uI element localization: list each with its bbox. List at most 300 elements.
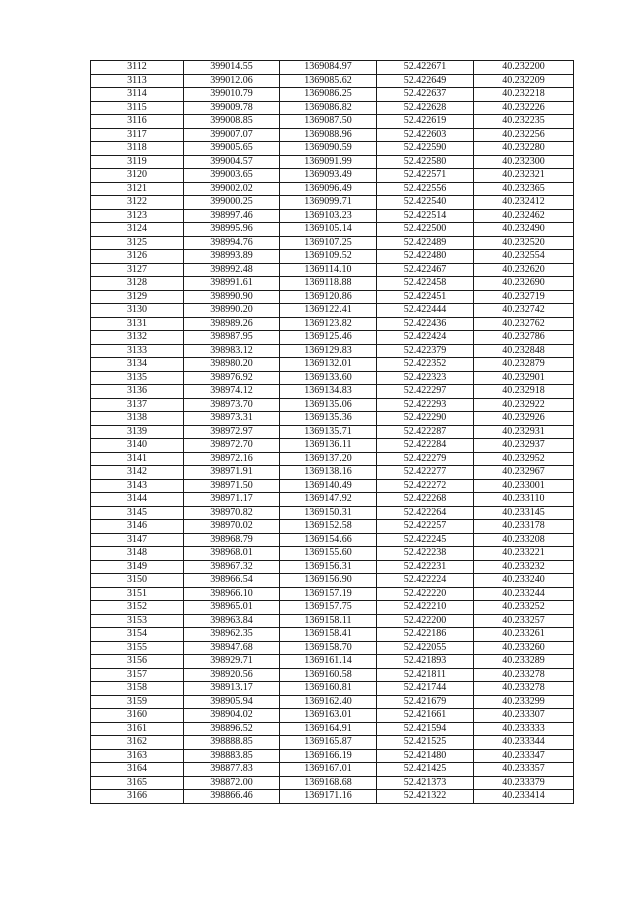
point-number-cell: 3165: [91, 776, 184, 790]
longitude-cell: 40.233347: [474, 749, 574, 763]
latitude-cell: 52.422489: [377, 236, 474, 250]
table-row: [91, 169, 574, 183]
y-coordinate-cell: 1369135.06: [280, 398, 377, 412]
x-coordinate-cell: 398987.95: [184, 331, 280, 345]
point-number-cell: 3132: [91, 331, 184, 345]
point-number-cell: 3163: [91, 749, 184, 763]
y-coordinate-cell: 1369152.58: [280, 520, 377, 534]
table-row: [91, 547, 574, 561]
latitude-cell: 52.422556: [377, 182, 474, 196]
table-row: [91, 533, 574, 547]
longitude-cell: 40.232967: [474, 466, 574, 480]
longitude-cell: 40.233307: [474, 709, 574, 723]
table-row: [91, 371, 574, 385]
x-coordinate-cell: 398877.83: [184, 763, 280, 777]
point-number-cell: 3136: [91, 385, 184, 399]
longitude-cell: 40.232520: [474, 236, 574, 250]
latitude-cell: 52.422500: [377, 223, 474, 237]
y-coordinate-cell: 1369156.90: [280, 574, 377, 588]
y-coordinate-cell: 1369103.23: [280, 209, 377, 223]
x-coordinate-cell: 398980.20: [184, 358, 280, 372]
y-coordinate-cell: 1369160.58: [280, 668, 377, 682]
latitude-cell: 52.422619: [377, 115, 474, 129]
x-coordinate-cell: 398974.12: [184, 385, 280, 399]
y-coordinate-cell: 1369168.68: [280, 776, 377, 790]
longitude-cell: 40.232321: [474, 169, 574, 183]
latitude-cell: 52.422268: [377, 493, 474, 507]
y-coordinate-cell: 1369158.70: [280, 641, 377, 655]
y-coordinate-cell: 1369118.88: [280, 277, 377, 291]
x-coordinate-cell: 398966.54: [184, 574, 280, 588]
table-row: [91, 250, 574, 264]
table-row: [91, 142, 574, 156]
latitude-cell: 52.421661: [377, 709, 474, 723]
longitude-cell: 40.233110: [474, 493, 574, 507]
y-coordinate-cell: 1369086.25: [280, 88, 377, 102]
y-coordinate-cell: 1369090.59: [280, 142, 377, 156]
longitude-cell: 40.232719: [474, 290, 574, 304]
longitude-cell: 40.232300: [474, 155, 574, 169]
latitude-cell: 52.422200: [377, 614, 474, 628]
x-coordinate-cell: 398963.84: [184, 614, 280, 628]
y-coordinate-cell: 1369166.19: [280, 749, 377, 763]
y-coordinate-cell: 1369163.01: [280, 709, 377, 723]
point-number-cell: 3138: [91, 412, 184, 426]
point-number-cell: 3151: [91, 587, 184, 601]
y-coordinate-cell: 1369086.82: [280, 101, 377, 115]
point-number-cell: 3134: [91, 358, 184, 372]
longitude-cell: 40.233260: [474, 641, 574, 655]
latitude-cell: 52.422277: [377, 466, 474, 480]
longitude-cell: 40.232762: [474, 317, 574, 331]
table-row: [91, 304, 574, 318]
x-coordinate-cell: 398971.50: [184, 479, 280, 493]
latitude-cell: 52.421679: [377, 695, 474, 709]
y-coordinate-cell: 1369122.41: [280, 304, 377, 318]
point-number-cell: 3149: [91, 560, 184, 574]
x-coordinate-cell: 398993.89: [184, 250, 280, 264]
y-coordinate-cell: 1369107.25: [280, 236, 377, 250]
latitude-cell: 52.422055: [377, 641, 474, 655]
y-coordinate-cell: 1369155.60: [280, 547, 377, 561]
point-number-cell: 3116: [91, 115, 184, 129]
latitude-cell: 52.421811: [377, 668, 474, 682]
longitude-cell: 40.232879: [474, 358, 574, 372]
longitude-cell: 40.232901: [474, 371, 574, 385]
point-number-cell: 3152: [91, 601, 184, 615]
y-coordinate-cell: 1369140.49: [280, 479, 377, 493]
longitude-cell: 40.232490: [474, 223, 574, 237]
longitude-cell: 40.232218: [474, 88, 574, 102]
y-coordinate-cell: 1369167.01: [280, 763, 377, 777]
table-row: [91, 331, 574, 345]
x-coordinate-cell: 399009.78: [184, 101, 280, 115]
longitude-cell: 40.232620: [474, 263, 574, 277]
point-number-cell: 3123: [91, 209, 184, 223]
y-coordinate-cell: 1369132.01: [280, 358, 377, 372]
latitude-cell: 52.422458: [377, 277, 474, 291]
table-row: [91, 749, 574, 763]
x-coordinate-cell: 398989.26: [184, 317, 280, 331]
y-coordinate-cell: 1369084.97: [280, 61, 377, 75]
point-number-cell: 3128: [91, 277, 184, 291]
latitude-cell: 52.422671: [377, 61, 474, 75]
y-coordinate-cell: 1369085.62: [280, 74, 377, 88]
longitude-cell: 40.233257: [474, 614, 574, 628]
latitude-cell: 52.422257: [377, 520, 474, 534]
point-number-cell: 3125: [91, 236, 184, 250]
x-coordinate-cell: 398913.17: [184, 682, 280, 696]
table-row: [91, 223, 574, 237]
y-coordinate-cell: 1369165.87: [280, 736, 377, 750]
latitude-cell: 52.422444: [377, 304, 474, 318]
y-coordinate-cell: 1369109.52: [280, 250, 377, 264]
point-number-cell: 3130: [91, 304, 184, 318]
point-number-cell: 3127: [91, 263, 184, 277]
y-coordinate-cell: 1369160.81: [280, 682, 377, 696]
latitude-cell: 52.422279: [377, 452, 474, 466]
longitude-cell: 40.233289: [474, 655, 574, 669]
table-row: [91, 493, 574, 507]
longitude-cell: 40.233232: [474, 560, 574, 574]
x-coordinate-cell: 398962.35: [184, 628, 280, 642]
table-row: [91, 236, 574, 250]
y-coordinate-cell: 1369135.36: [280, 412, 377, 426]
longitude-cell: 40.233379: [474, 776, 574, 790]
latitude-cell: 52.422224: [377, 574, 474, 588]
y-coordinate-cell: 1369096.49: [280, 182, 377, 196]
latitude-cell: 52.422436: [377, 317, 474, 331]
y-coordinate-cell: 1369135.71: [280, 425, 377, 439]
point-number-cell: 3115: [91, 101, 184, 115]
x-coordinate-cell: 398972.97: [184, 425, 280, 439]
x-coordinate-cell: 398904.02: [184, 709, 280, 723]
x-coordinate-cell: 398920.56: [184, 668, 280, 682]
x-coordinate-cell: 398990.20: [184, 304, 280, 318]
x-coordinate-cell: 398947.68: [184, 641, 280, 655]
point-number-cell: 3117: [91, 128, 184, 142]
point-number-cell: 3143: [91, 479, 184, 493]
point-number-cell: 3156: [91, 655, 184, 669]
x-coordinate-cell: 398971.91: [184, 466, 280, 480]
y-coordinate-cell: 1369156.31: [280, 560, 377, 574]
point-number-cell: 3114: [91, 88, 184, 102]
y-coordinate-cell: 1369125.46: [280, 331, 377, 345]
y-coordinate-cell: 1369171.16: [280, 790, 377, 804]
table-row: [91, 709, 574, 723]
x-coordinate-cell: 398929.71: [184, 655, 280, 669]
y-coordinate-cell: 1369154.66: [280, 533, 377, 547]
point-number-cell: 3131: [91, 317, 184, 331]
latitude-cell: 52.422186: [377, 628, 474, 642]
longitude-cell: 40.233221: [474, 547, 574, 561]
y-coordinate-cell: 1369129.83: [280, 344, 377, 358]
latitude-cell: 52.422210: [377, 601, 474, 615]
longitude-cell: 40.233208: [474, 533, 574, 547]
table-row: [91, 614, 574, 628]
table-row: [91, 736, 574, 750]
x-coordinate-cell: 398971.17: [184, 493, 280, 507]
x-coordinate-cell: 398896.52: [184, 722, 280, 736]
latitude-cell: 52.421425: [377, 763, 474, 777]
x-coordinate-cell: 399012.06: [184, 74, 280, 88]
table-row: [91, 763, 574, 777]
point-number-cell: 3158: [91, 682, 184, 696]
table-row: [91, 398, 574, 412]
point-number-cell: 3113: [91, 74, 184, 88]
x-coordinate-cell: 399002.02: [184, 182, 280, 196]
longitude-cell: 40.233252: [474, 601, 574, 615]
table-row: [91, 479, 574, 493]
x-coordinate-cell: 399008.85: [184, 115, 280, 129]
y-coordinate-cell: 1369134.83: [280, 385, 377, 399]
y-coordinate-cell: 1369123.82: [280, 317, 377, 331]
table-row: [91, 452, 574, 466]
table-row: [91, 466, 574, 480]
y-coordinate-cell: 1369157.75: [280, 601, 377, 615]
y-coordinate-cell: 1369093.49: [280, 169, 377, 183]
point-number-cell: 3147: [91, 533, 184, 547]
table-row: [91, 74, 574, 88]
table-row: [91, 61, 574, 75]
point-number-cell: 3118: [91, 142, 184, 156]
longitude-cell: 40.232462: [474, 209, 574, 223]
table-row: [91, 682, 574, 696]
point-number-cell: 3121: [91, 182, 184, 196]
point-number-cell: 3157: [91, 668, 184, 682]
longitude-cell: 40.232554: [474, 250, 574, 264]
point-number-cell: 3112: [91, 61, 184, 75]
point-number-cell: 3160: [91, 709, 184, 723]
x-coordinate-cell: 398973.31: [184, 412, 280, 426]
table-row: [91, 88, 574, 102]
table-row: [91, 776, 574, 790]
table-row: [91, 101, 574, 115]
longitude-cell: 40.232952: [474, 452, 574, 466]
x-coordinate-cell: 399007.07: [184, 128, 280, 142]
latitude-cell: 52.422272: [377, 479, 474, 493]
longitude-cell: 40.232922: [474, 398, 574, 412]
table-row: [91, 722, 574, 736]
longitude-cell: 40.232365: [474, 182, 574, 196]
x-coordinate-cell: 398967.32: [184, 560, 280, 574]
x-coordinate-cell: 398968.01: [184, 547, 280, 561]
point-number-cell: 3164: [91, 763, 184, 777]
longitude-cell: 40.233240: [474, 574, 574, 588]
longitude-cell: 40.233357: [474, 763, 574, 777]
x-coordinate-cell: 398866.46: [184, 790, 280, 804]
point-number-cell: 3155: [91, 641, 184, 655]
x-coordinate-cell: 398995.96: [184, 223, 280, 237]
latitude-cell: 52.422297: [377, 385, 474, 399]
longitude-cell: 40.233178: [474, 520, 574, 534]
latitude-cell: 52.422590: [377, 142, 474, 156]
latitude-cell: 52.422264: [377, 506, 474, 520]
x-coordinate-cell: 398972.16: [184, 452, 280, 466]
latitude-cell: 52.422323: [377, 371, 474, 385]
table-row: [91, 695, 574, 709]
table-row: [91, 560, 574, 574]
x-coordinate-cell: 398883.85: [184, 749, 280, 763]
longitude-cell: 40.233278: [474, 682, 574, 696]
x-coordinate-cell: 399010.79: [184, 88, 280, 102]
x-coordinate-cell: 398976.92: [184, 371, 280, 385]
latitude-cell: 52.421322: [377, 790, 474, 804]
longitude-cell: 40.232200: [474, 61, 574, 75]
table-row: [91, 182, 574, 196]
latitude-cell: 52.422514: [377, 209, 474, 223]
x-coordinate-cell: 398973.70: [184, 398, 280, 412]
x-coordinate-cell: 398970.82: [184, 506, 280, 520]
point-number-cell: 3154: [91, 628, 184, 642]
table-row: [91, 385, 574, 399]
point-number-cell: 3141: [91, 452, 184, 466]
table-row: [91, 277, 574, 291]
table-row: [91, 128, 574, 142]
point-number-cell: 3122: [91, 196, 184, 210]
y-coordinate-cell: 1369120.86: [280, 290, 377, 304]
x-coordinate-cell: 399004.57: [184, 155, 280, 169]
table-row: [91, 344, 574, 358]
point-number-cell: 3166: [91, 790, 184, 804]
x-coordinate-cell: 398970.02: [184, 520, 280, 534]
latitude-cell: 52.421525: [377, 736, 474, 750]
y-coordinate-cell: 1369147.92: [280, 493, 377, 507]
x-coordinate-cell: 398997.46: [184, 209, 280, 223]
y-coordinate-cell: 1369157.19: [280, 587, 377, 601]
table-row: [91, 574, 574, 588]
latitude-cell: 52.421893: [377, 655, 474, 669]
table-row: [91, 439, 574, 453]
y-coordinate-cell: 1369161.14: [280, 655, 377, 669]
coordinates-table: [90, 60, 574, 804]
latitude-cell: 52.422603: [377, 128, 474, 142]
latitude-cell: 52.422245: [377, 533, 474, 547]
latitude-cell: 52.422424: [377, 331, 474, 345]
longitude-cell: 40.233333: [474, 722, 574, 736]
table-row: [91, 587, 574, 601]
y-coordinate-cell: 1369105.14: [280, 223, 377, 237]
table-row: [91, 196, 574, 210]
table-row: [91, 506, 574, 520]
longitude-cell: 40.233001: [474, 479, 574, 493]
latitude-cell: 52.421373: [377, 776, 474, 790]
point-number-cell: 3146: [91, 520, 184, 534]
x-coordinate-cell: 398972.70: [184, 439, 280, 453]
y-coordinate-cell: 1369138.16: [280, 466, 377, 480]
latitude-cell: 52.422580: [377, 155, 474, 169]
table-row: [91, 425, 574, 439]
longitude-cell: 40.233278: [474, 668, 574, 682]
latitude-cell: 52.422467: [377, 263, 474, 277]
table-row: [91, 668, 574, 682]
longitude-cell: 40.232926: [474, 412, 574, 426]
y-coordinate-cell: 1369137.20: [280, 452, 377, 466]
longitude-cell: 40.233145: [474, 506, 574, 520]
x-coordinate-cell: 399003.65: [184, 169, 280, 183]
x-coordinate-cell: 398983.12: [184, 344, 280, 358]
table-row: [91, 641, 574, 655]
latitude-cell: 52.422290: [377, 412, 474, 426]
latitude-cell: 52.422352: [377, 358, 474, 372]
point-number-cell: 3148: [91, 547, 184, 561]
longitude-cell: 40.232209: [474, 74, 574, 88]
point-number-cell: 3139: [91, 425, 184, 439]
longitude-cell: 40.232931: [474, 425, 574, 439]
point-number-cell: 3137: [91, 398, 184, 412]
x-coordinate-cell: 398990.90: [184, 290, 280, 304]
x-coordinate-cell: 398888.85: [184, 736, 280, 750]
longitude-cell: 40.233414: [474, 790, 574, 804]
latitude-cell: 52.421480: [377, 749, 474, 763]
table-row: [91, 790, 574, 804]
longitude-cell: 40.232742: [474, 304, 574, 318]
table-row: [91, 155, 574, 169]
latitude-cell: 52.422451: [377, 290, 474, 304]
x-coordinate-cell: 399000.25: [184, 196, 280, 210]
table-row: [91, 263, 574, 277]
point-number-cell: 3159: [91, 695, 184, 709]
x-coordinate-cell: 399005.65: [184, 142, 280, 156]
point-number-cell: 3126: [91, 250, 184, 264]
table-row: [91, 317, 574, 331]
x-coordinate-cell: 398966.10: [184, 587, 280, 601]
y-coordinate-cell: 1369099.71: [280, 196, 377, 210]
x-coordinate-cell: 398994.76: [184, 236, 280, 250]
y-coordinate-cell: 1369136.11: [280, 439, 377, 453]
longitude-cell: 40.232256: [474, 128, 574, 142]
point-number-cell: 3150: [91, 574, 184, 588]
point-number-cell: 3161: [91, 722, 184, 736]
longitude-cell: 40.232235: [474, 115, 574, 129]
x-coordinate-cell: 398991.61: [184, 277, 280, 291]
point-number-cell: 3145: [91, 506, 184, 520]
latitude-cell: 52.422637: [377, 88, 474, 102]
point-number-cell: 3142: [91, 466, 184, 480]
table-row: [91, 358, 574, 372]
point-number-cell: 3162: [91, 736, 184, 750]
y-coordinate-cell: 1369088.96: [280, 128, 377, 142]
table-row: [91, 290, 574, 304]
point-number-cell: 3124: [91, 223, 184, 237]
y-coordinate-cell: 1369150.31: [280, 506, 377, 520]
latitude-cell: 52.422628: [377, 101, 474, 115]
table-row: [91, 209, 574, 223]
longitude-cell: 40.233261: [474, 628, 574, 642]
latitude-cell: 52.422284: [377, 439, 474, 453]
latitude-cell: 52.422238: [377, 547, 474, 561]
point-number-cell: 3129: [91, 290, 184, 304]
longitude-cell: 40.233244: [474, 587, 574, 601]
table-row: [91, 601, 574, 615]
latitude-cell: 52.422540: [377, 196, 474, 210]
longitude-cell: 40.232226: [474, 101, 574, 115]
latitude-cell: 52.422231: [377, 560, 474, 574]
y-coordinate-cell: 1369162.40: [280, 695, 377, 709]
longitude-cell: 40.232412: [474, 196, 574, 210]
longitude-cell: 40.233299: [474, 695, 574, 709]
point-number-cell: 3140: [91, 439, 184, 453]
table-row: [91, 655, 574, 669]
longitude-cell: 40.233344: [474, 736, 574, 750]
x-coordinate-cell: 398968.79: [184, 533, 280, 547]
y-coordinate-cell: 1369133.60: [280, 371, 377, 385]
latitude-cell: 52.422220: [377, 587, 474, 601]
x-coordinate-cell: 398905.94: [184, 695, 280, 709]
y-coordinate-cell: 1369114.10: [280, 263, 377, 277]
y-coordinate-cell: 1369091.99: [280, 155, 377, 169]
latitude-cell: 52.422379: [377, 344, 474, 358]
